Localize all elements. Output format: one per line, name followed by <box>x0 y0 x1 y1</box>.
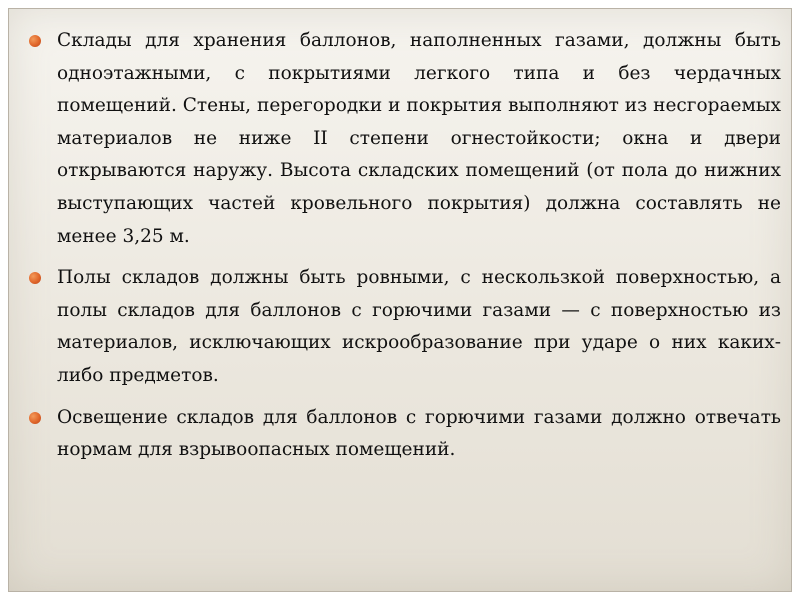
bullet-icon <box>29 272 41 284</box>
bullet-icon <box>29 412 41 424</box>
paragraph-text: Полы складов должны быть ровными, с нескользкой поверхностью, а полы складов для баллонов с горючими газами — с поверхностью из материалов, исключающих искрообразование при ударе о них каких-либо предметов. <box>57 267 781 386</box>
bullet-paragraph <box>29 402 781 467</box>
bullet-paragraph <box>29 25 781 253</box>
paragraph-text: Склады для хранения баллонов, наполненных газами, должны быть одноэтажными, с покрытиями легкого типа и без чердачных помещений. Стены, перегородки и покрытия выполняют из несгораемых материалов не ниже II степени огнестойкости; окна и двери открываются наружу. Высота складских помещений (от пола до нижних выступающих частей кровельного покрытия) должна составлять не менее 3,25 м. <box>57 30 781 247</box>
bullet-icon <box>29 35 41 47</box>
bullet-paragraph <box>29 262 781 392</box>
slide <box>8 8 792 592</box>
paragraph-text: Освещение складов для баллонов с горючими газами должно отвечать нормам для взрывоопасных помещений. <box>57 406 781 461</box>
slide-content <box>29 25 781 476</box>
